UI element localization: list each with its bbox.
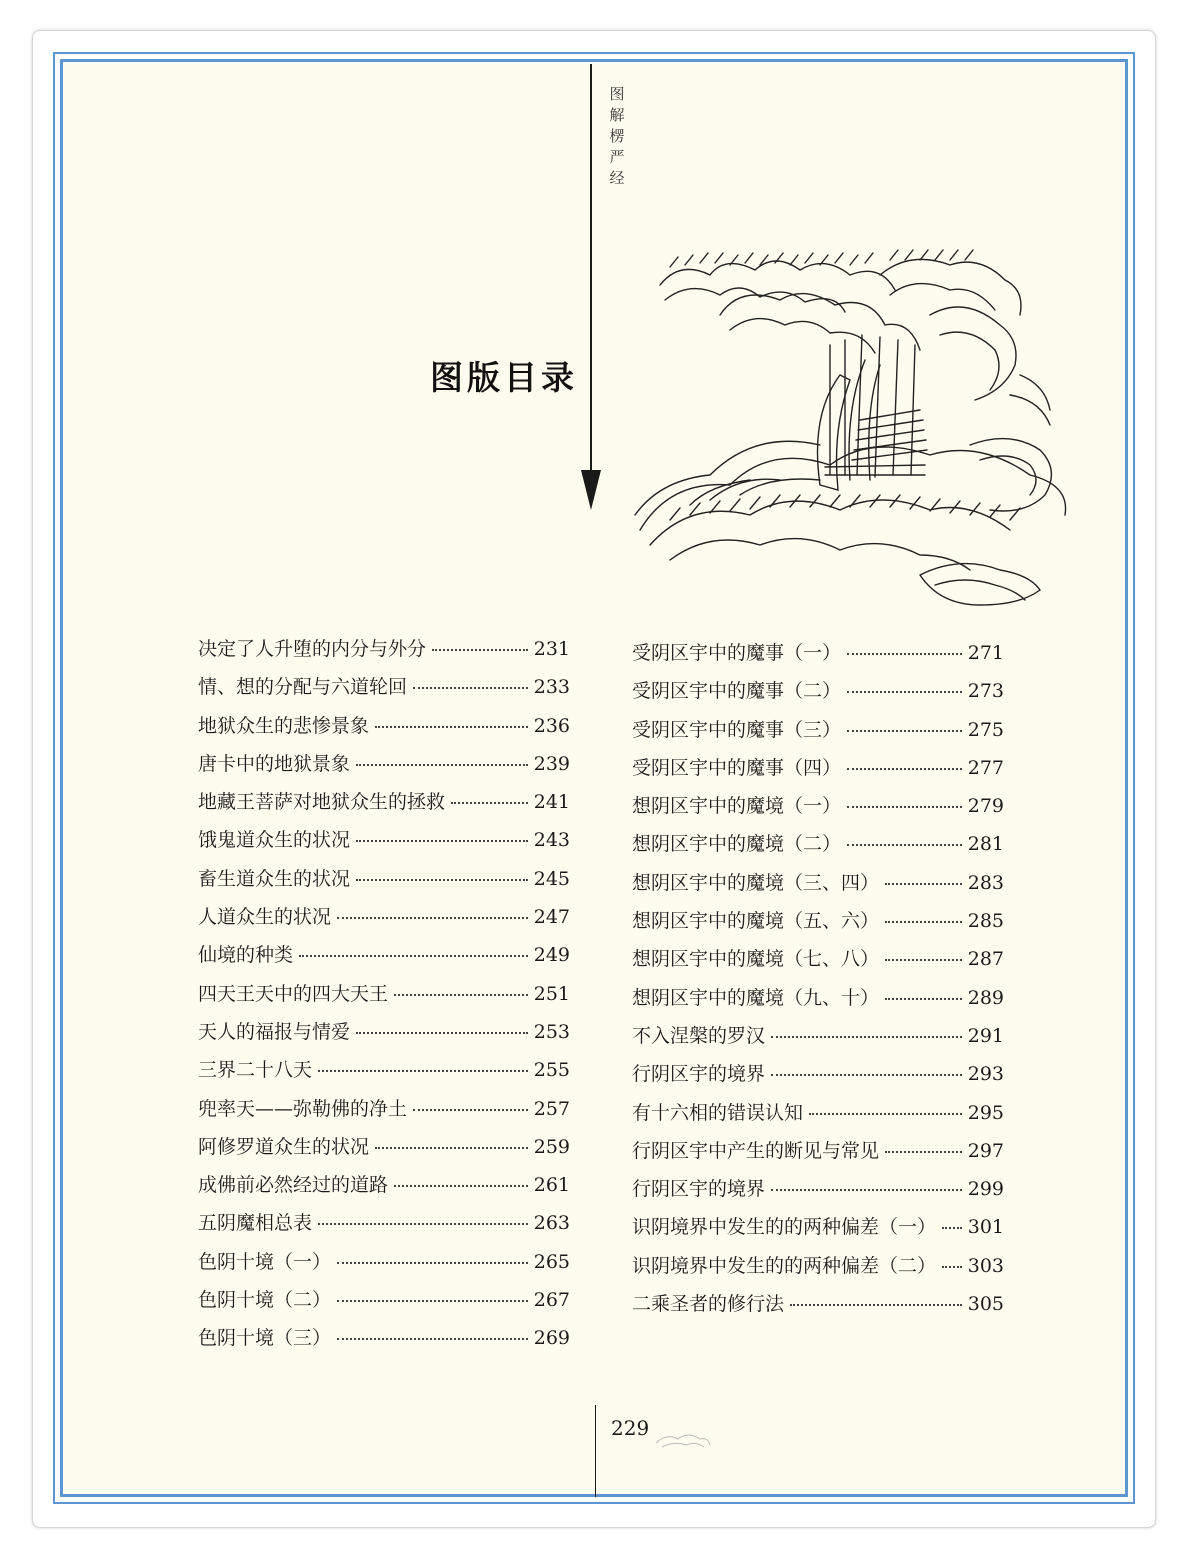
toc-entry[interactable]	[632, 676, 1004, 714]
toc-entry-page: 231	[533, 638, 570, 660]
toc-entry[interactable]	[632, 1059, 1004, 1097]
toc-entry[interactable]	[198, 979, 570, 1017]
toc-entry[interactable]	[198, 1094, 570, 1132]
toc-entry[interactable]	[632, 1136, 1004, 1174]
dot-leader	[318, 1069, 528, 1072]
toc-entry-title: 识阴境界中发生的的两种偏差（一）	[632, 1216, 937, 1239]
dot-leader	[413, 686, 528, 689]
toc-entry[interactable]	[198, 1208, 570, 1246]
dot-leader	[885, 882, 962, 885]
toc-entry-page: 283	[967, 871, 1004, 894]
dot-leader	[356, 1031, 528, 1034]
toc-entry-title: 二乘圣者的修行法	[632, 1293, 785, 1316]
dot-leader	[337, 1337, 528, 1340]
dot-leader	[885, 920, 962, 923]
toc-entry-page: 293	[967, 1063, 1004, 1086]
toc-entry-page: 241	[533, 791, 570, 814]
toc-entry-title: 受阴区宇中的魔事（三）	[632, 718, 842, 741]
dot-leader	[356, 878, 528, 881]
toc-entry-title: 四天王天中的四大天王	[198, 982, 389, 1005]
dot-leader	[337, 1299, 528, 1302]
toc-entry-page: 255	[533, 1059, 570, 1082]
dot-leader	[451, 801, 528, 804]
toc-entry-page: 289	[967, 986, 1004, 1009]
toc-entry-title: 畜生道众生的状况	[198, 867, 351, 890]
toc-entry[interactable]	[198, 787, 570, 825]
toc-entry[interactable]	[632, 1212, 1004, 1250]
toc-entry[interactable]	[632, 1098, 1004, 1136]
dot-leader	[318, 1222, 528, 1225]
dot-leader	[356, 839, 528, 842]
toc-entry-title: 想阴区宇中的魔境（三、四）	[632, 871, 880, 894]
toc-entry-page: 291	[967, 1024, 1004, 1047]
toc-entry-page: 239	[533, 752, 570, 775]
toc-entry-title: 决定了人升堕的内分与外分	[198, 638, 427, 660]
dot-leader	[809, 1112, 962, 1115]
toc-entry-page: 245	[533, 867, 570, 890]
toc-entry-title: 饿鬼道众生的状况	[198, 829, 351, 852]
dot-leader	[375, 1146, 528, 1149]
toc-entry-page: 263	[533, 1212, 570, 1235]
toc-entry-title: 成佛前必然经过的道路	[198, 1174, 389, 1197]
dot-leader	[375, 725, 528, 728]
toc-entry[interactable]	[632, 906, 1004, 944]
dot-leader	[942, 1265, 962, 1268]
vertical-book-title: 图解楞严经	[609, 85, 625, 187]
footer-divider	[595, 1405, 596, 1497]
toc-entry[interactable]	[198, 1132, 570, 1170]
toc-entry-page: 305	[967, 1293, 1004, 1316]
toc-entry-page: 279	[967, 795, 1004, 818]
toc-entry-page: 259	[533, 1135, 570, 1158]
toc-entry[interactable]	[198, 634, 570, 672]
dot-leader	[847, 652, 962, 655]
toc-entry-title: 五阴魔相总表	[198, 1212, 313, 1235]
page-number: 229	[611, 1416, 650, 1440]
toc-entry-title: 受阴区宇中的魔事（二）	[632, 680, 842, 703]
dot-leader	[847, 690, 962, 693]
toc-entry[interactable]	[198, 711, 570, 749]
toc-entry[interactable]	[198, 672, 570, 710]
dot-leader	[847, 843, 962, 846]
dot-leader	[847, 729, 962, 732]
toc-entry-title: 受阴区宇中的魔事（一）	[632, 642, 842, 664]
toc-entry-page: 249	[533, 944, 570, 967]
toc-entry-page: 297	[967, 1139, 1004, 1162]
dot-leader	[847, 805, 962, 808]
toc-entry[interactable]	[198, 1017, 570, 1055]
toc-entry-page: 303	[967, 1254, 1004, 1277]
toc-entry-title: 唐卡中的地狱景象	[198, 752, 351, 775]
dot-leader	[413, 1108, 528, 1111]
toc-entry-title: 色阴十境（三）	[198, 1327, 332, 1350]
dot-leader	[337, 1261, 528, 1264]
toc-entry[interactable]	[198, 1323, 570, 1361]
toc-entry-title: 地藏王菩萨对地狱众生的拯救	[198, 791, 446, 814]
dot-leader	[394, 1184, 528, 1187]
toc-entry-title: 地狱众生的悲惨景象	[198, 714, 370, 737]
toc-entry[interactable]	[632, 791, 1004, 829]
toc-entry-title: 识阴境界中发生的的两种偏差（二）	[632, 1254, 937, 1277]
toc-entry-page: 265	[533, 1250, 570, 1273]
dot-leader	[847, 767, 962, 770]
toc-entry[interactable]	[198, 749, 570, 787]
toc-entry[interactable]	[198, 902, 570, 940]
toc-entry[interactable]	[632, 1174, 1004, 1212]
toc-entry[interactable]	[198, 825, 570, 863]
toc-entry[interactable]	[632, 829, 1004, 867]
toc-entry[interactable]	[632, 1021, 1004, 1059]
dot-leader	[771, 1073, 962, 1076]
toc-entry-page: 275	[967, 718, 1004, 741]
toc-entry-title: 情、想的分配与六道轮回	[198, 676, 408, 699]
toc-entry[interactable]	[632, 753, 1004, 791]
toc-entry-page: 301	[967, 1216, 1004, 1239]
dot-leader	[771, 1035, 962, 1038]
toc-entry-page: 261	[533, 1174, 570, 1197]
toc-entry[interactable]	[632, 1251, 1004, 1289]
toc-entry-page: 251	[533, 982, 570, 1005]
toc-entry-page: 267	[533, 1289, 570, 1312]
dot-leader	[337, 916, 528, 919]
dot-leader	[771, 1188, 962, 1191]
toc-entry[interactable]	[632, 868, 1004, 906]
toc-entry-title: 行阴区宇的境界	[632, 1178, 766, 1201]
dot-leader	[885, 958, 962, 961]
toc-entry-title: 兜率天——弥勒佛的净土	[198, 1097, 408, 1120]
toc-entry-page: 299	[967, 1178, 1004, 1201]
toc-entry[interactable]	[632, 1289, 1004, 1327]
toc-entry-title: 想阴区宇中的魔境（一）	[632, 795, 842, 818]
arrow-down-icon	[581, 470, 601, 510]
toc-entry-title: 想阴区宇中的魔境（二）	[632, 833, 842, 856]
toc-entry-title: 色阴十境（二）	[198, 1289, 332, 1312]
toc-entry[interactable]	[632, 638, 1004, 676]
arrow-line	[590, 64, 592, 489]
toc-entry-page: 287	[967, 948, 1004, 971]
toc-entry[interactable]	[198, 1170, 570, 1208]
toc-entry[interactable]	[632, 944, 1004, 982]
toc-entry-title: 仙境的种类	[198, 944, 294, 967]
toc-entry-page: 271	[967, 642, 1004, 664]
dot-leader	[885, 997, 962, 1000]
toc-entry-page: 247	[533, 906, 570, 929]
dot-leader	[432, 648, 528, 651]
toc-entry[interactable]	[198, 1247, 570, 1285]
page-title: 图版目录	[430, 358, 578, 397]
toc-entry-page: 281	[967, 833, 1004, 856]
toc-entry-page: 243	[533, 829, 570, 852]
toc-entry[interactable]	[198, 864, 570, 902]
toc-left-column	[198, 634, 570, 1362]
cloud-temple-illustration-icon	[630, 245, 1070, 610]
toc-entry[interactable]	[632, 715, 1004, 753]
toc-entry[interactable]	[198, 940, 570, 978]
dot-leader	[885, 1150, 962, 1153]
dot-leader	[299, 954, 528, 957]
toc-entry-title: 行阴区宇中产生的断见与常见	[632, 1139, 880, 1162]
toc-entry[interactable]	[198, 1285, 570, 1323]
toc-entry[interactable]	[198, 1055, 570, 1093]
toc-entry-title: 三界二十八天	[198, 1059, 313, 1082]
toc-entry-title: 行阴区宇的境界	[632, 1063, 766, 1086]
dot-leader	[356, 763, 528, 766]
toc-entry[interactable]	[632, 983, 1004, 1021]
toc-entry-page: 253	[533, 1020, 570, 1043]
toc-entry-title: 阿修罗道众生的状况	[198, 1135, 370, 1158]
toc-entry-page: 295	[967, 1101, 1004, 1124]
toc-entry-page: 269	[533, 1327, 570, 1350]
dot-leader	[394, 993, 528, 996]
toc-entry-title: 不入涅槃的罗汉	[632, 1024, 766, 1047]
toc-entry-title: 想阴区宇中的魔境（九、十）	[632, 986, 880, 1009]
toc-entry-page: 277	[967, 756, 1004, 779]
toc-entry-title: 受阴区宇中的魔事（四）	[632, 756, 842, 779]
toc-entry-page: 273	[967, 680, 1004, 703]
toc-entry-title: 天人的福报与情爱	[198, 1020, 351, 1043]
toc-entry-page: 257	[533, 1097, 570, 1120]
toc-entry-title: 有十六相的错误认知	[632, 1101, 804, 1124]
toc-entry-page: 233	[533, 676, 570, 699]
toc-entry-title: 色阴十境（一）	[198, 1250, 332, 1273]
toc-right-column	[632, 638, 1004, 1327]
toc-entry-title: 想阴区宇中的魔境（五、六）	[632, 910, 880, 933]
toc-entry-page: 285	[967, 910, 1004, 933]
dot-leader	[790, 1303, 962, 1306]
cloud-ornament-icon	[652, 1425, 714, 1451]
toc-entry-title: 想阴区宇中的魔境（七、八）	[632, 948, 880, 971]
toc-entry-page: 236	[533, 714, 570, 737]
dot-leader	[942, 1226, 962, 1229]
toc-entry-title: 人道众生的状况	[198, 906, 332, 929]
